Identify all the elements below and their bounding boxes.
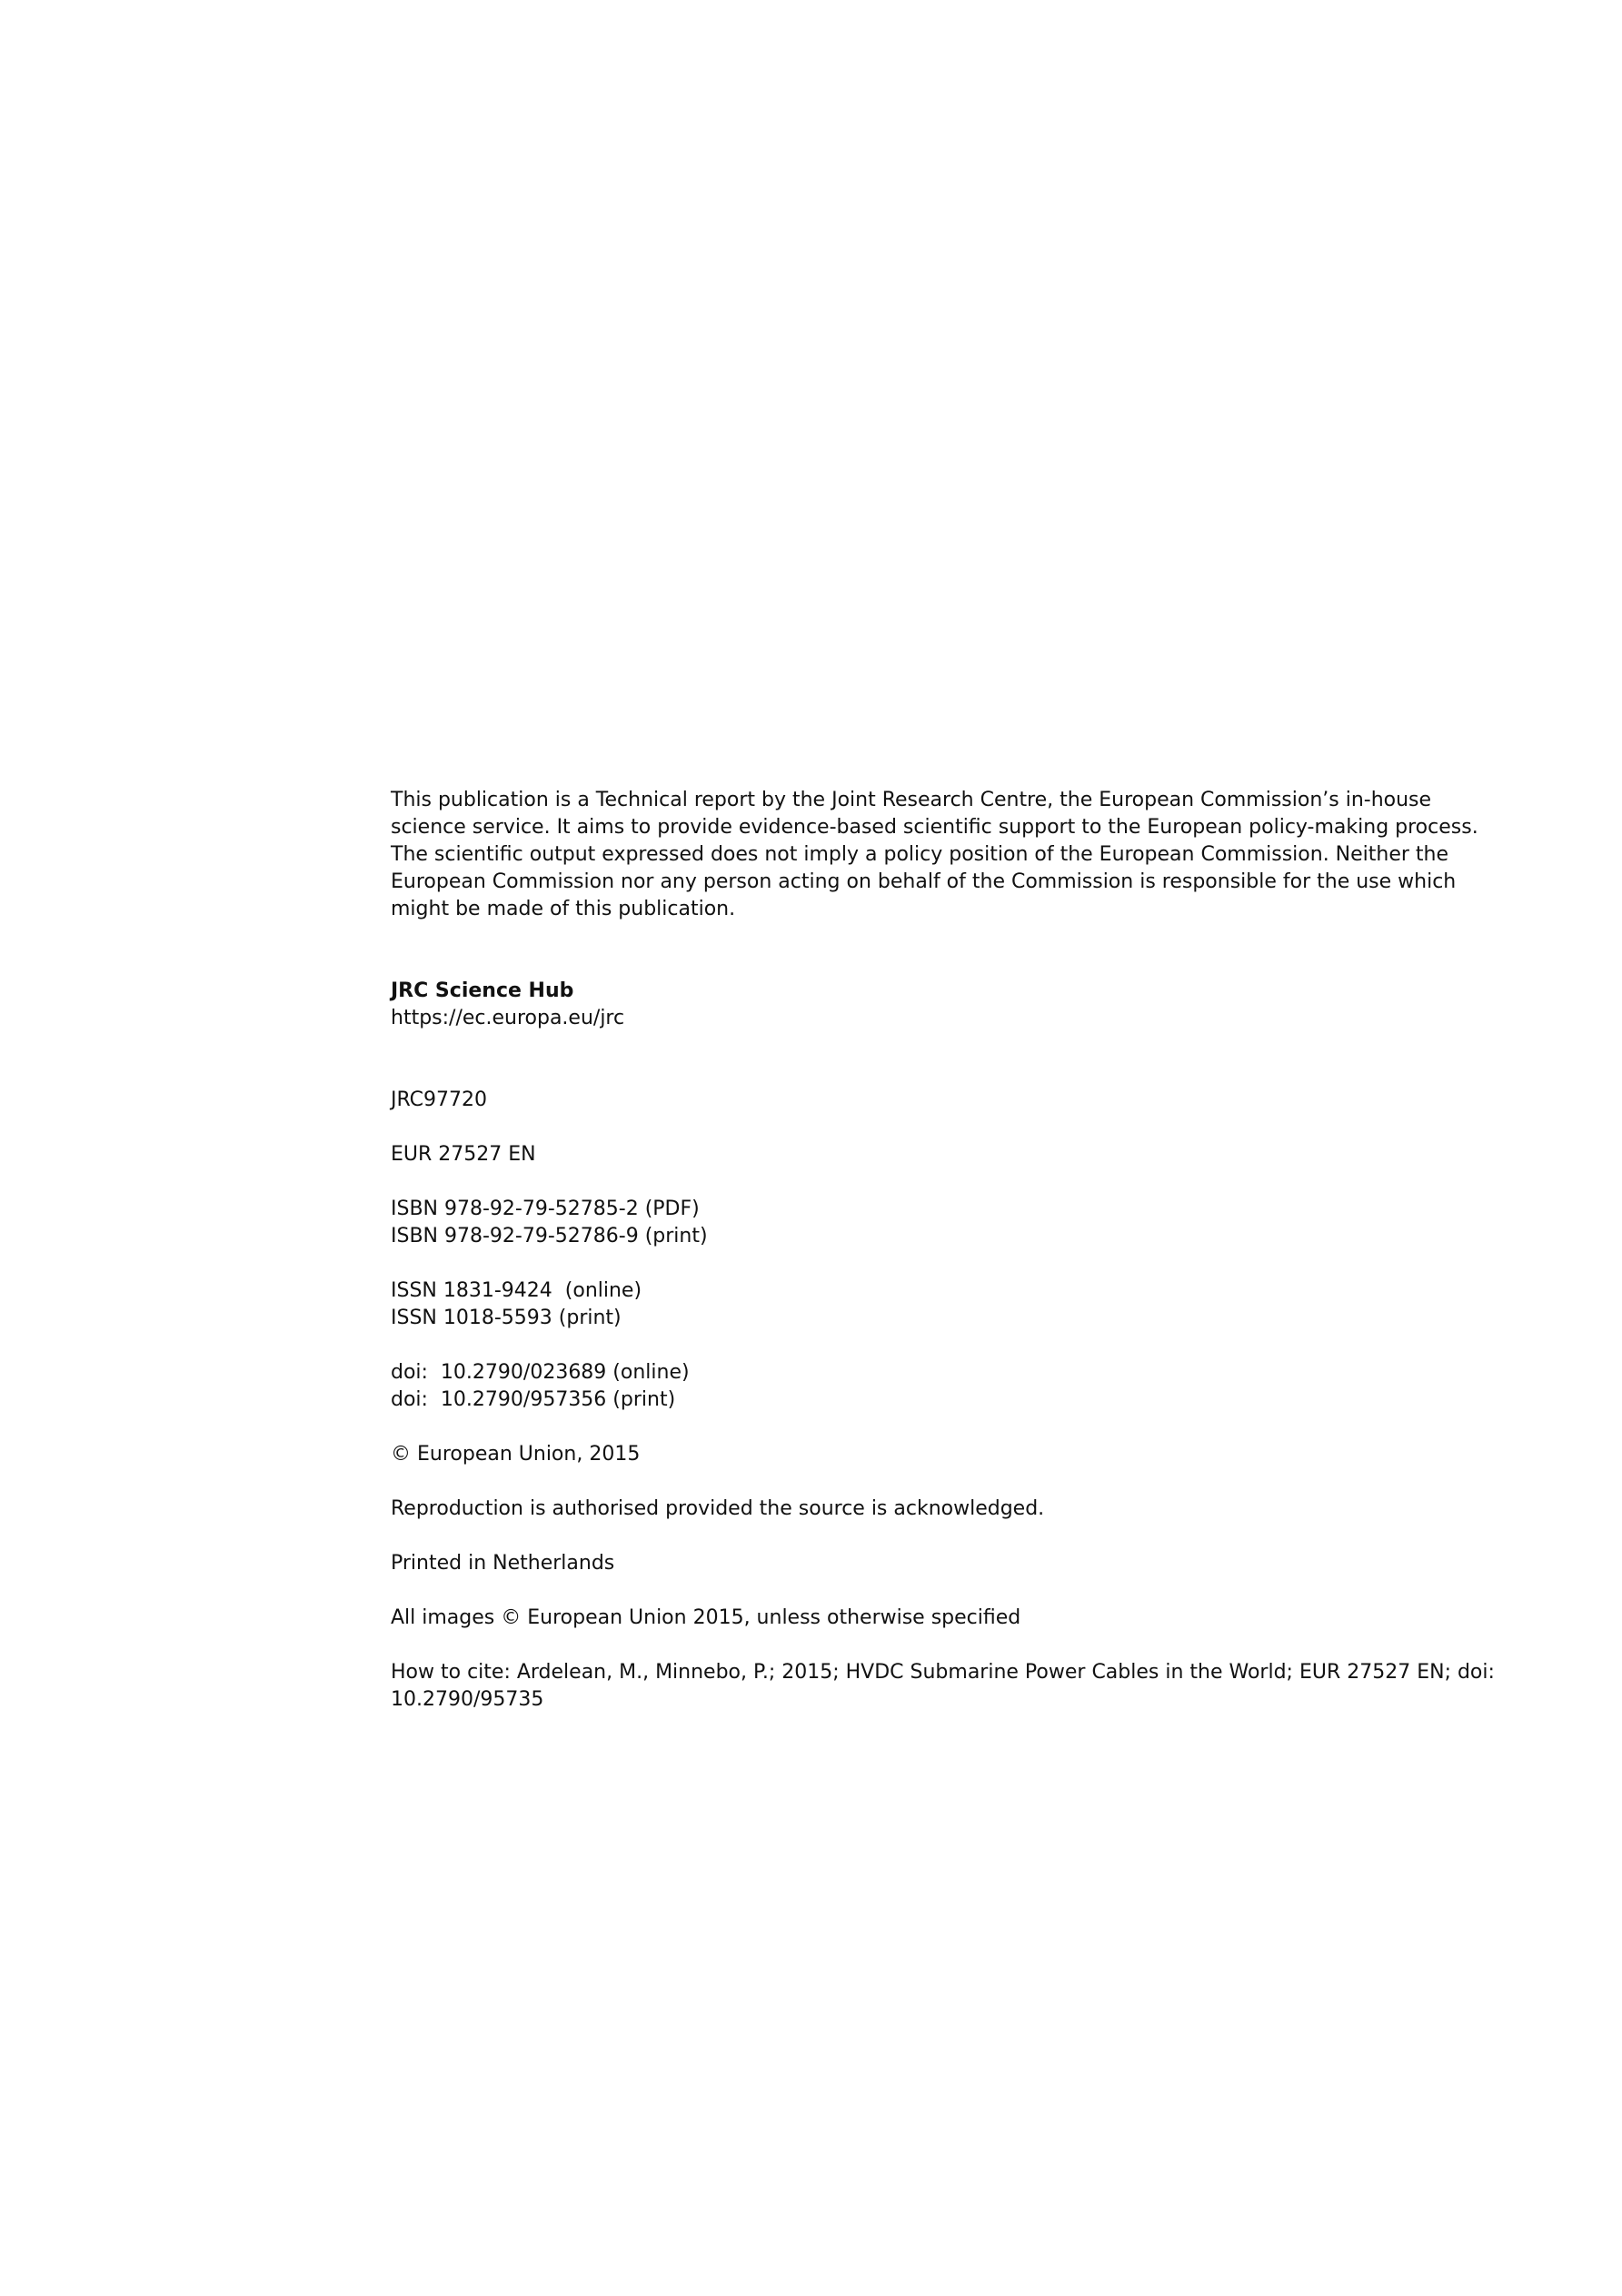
- jrc-number: JRC97720: [391, 1088, 488, 1111]
- isbn-print: ISBN 978-92-79-52786-9 (print): [391, 1225, 708, 1247]
- isbn-pdf: ISBN 978-92-79-52785-2 (PDF): [391, 1198, 700, 1220]
- issn-block: [391, 1277, 1499, 1332]
- citation-text: How to cite: Ardelean, M., Minnebo, P.; 2015; HVDC Submarine Power Cables in the World; EUR 27527 EN; doi: 10.2790/95735: [391, 1661, 1495, 1711]
- jrc-science-hub: [391, 978, 1499, 1032]
- imprint-page: [391, 787, 1499, 1714]
- copyright-block: [391, 1441, 1499, 1468]
- doi-print: doi: 10.2790/957356 (print): [391, 1388, 676, 1411]
- publication-identifiers: [391, 1087, 1499, 1714]
- copyright-notice: © European Union, 2015: [391, 1443, 641, 1466]
- issn-print: ISSN 1018-5593 (print): [391, 1307, 622, 1329]
- disclaimer-text: This publication is a Technical report by the Joint Research Centre, the European Commission’s in-house science service. It aims to provide evidence-based scientific support to the European policy-making process. The scientific output expressed does not imply a policy position of the European Commission. Neither the European Commission nor any person acting on behalf of the Commission is responsible for the use which might be made of this publication.: [391, 789, 1478, 920]
- reproduction-notice: Reproduction is authorised provided the source is acknowledged.: [391, 1497, 1045, 1520]
- printed-in: Printed in Netherlands: [391, 1552, 615, 1575]
- doi-block: [391, 1359, 1499, 1414]
- doi-online: doi: 10.2790/023689 (online): [391, 1361, 690, 1384]
- isbn-block: [391, 1196, 1499, 1250]
- eur-number-block: [391, 1141, 1499, 1168]
- eur-number: EUR 27527 EN: [391, 1143, 536, 1166]
- hub-title: JRC Science Hub: [391, 979, 574, 1002]
- issn-online: ISSN 1831-9424 (online): [391, 1279, 642, 1302]
- reproduction-block: [391, 1496, 1499, 1523]
- hub-url-link[interactable]: https://ec.europa.eu/jrc: [391, 1007, 625, 1029]
- images-block: [391, 1605, 1499, 1632]
- jrc-number-block: [391, 1087, 1499, 1114]
- images-notice: All images © European Union 2015, unless otherwise specified: [391, 1606, 1021, 1629]
- printed-block: [391, 1550, 1499, 1577]
